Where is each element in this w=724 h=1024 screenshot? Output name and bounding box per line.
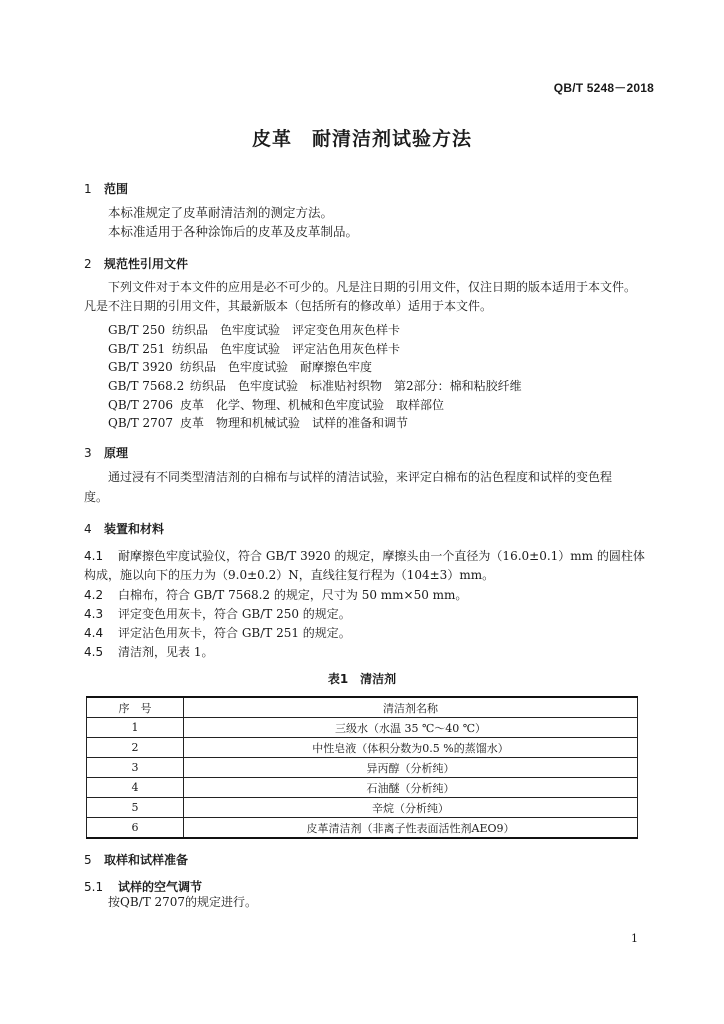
table-cell: 2	[87, 738, 184, 758]
cleaner-table	[86, 696, 638, 839]
reference-title: 皮革 物理和机械试验 试样的准备和调节	[180, 416, 409, 430]
clause-text: 白棉布，符合 GB/T 7568.2 的规定，尺寸为 50 mm×50 mm。	[118, 588, 468, 602]
reference-code: QB/T 2707	[108, 416, 174, 430]
table-row	[87, 758, 638, 778]
table-cell: 石油醚（分析纯）	[184, 778, 638, 798]
table-caption: 表1 清洁剂	[327, 672, 397, 686]
clause-item	[84, 643, 213, 660]
clause-number: 4.2	[84, 588, 104, 602]
clause-text: 评定沾色用灰卡，符合 GB/T 251 的规定。	[118, 626, 351, 640]
table-row	[87, 798, 638, 818]
table-cell: 皮革清洁剂（非离子性表面活性剂AEO9）	[184, 818, 638, 839]
table-row	[87, 818, 638, 839]
clause-item	[84, 547, 645, 564]
table-row	[87, 718, 638, 738]
table-cell: 中性皂液（体积分数为0.5 %的蒸馏水）	[184, 738, 638, 758]
section-title: 规范性引用文件	[104, 257, 189, 271]
table-cell: 辛烷（分析纯）	[184, 798, 638, 818]
clause-text: 耐摩擦色牢度试验仪，符合 GB/T 3920 的规定，摩擦头由一个直径为（16.0±0.1）mm 的圆柱体	[118, 549, 645, 563]
reference-item	[108, 340, 400, 357]
section-5-heading	[84, 851, 188, 868]
table-row	[87, 778, 638, 798]
reference-title: 皮革 化学、物理、机械和色牢度试验 取样部位	[180, 398, 445, 412]
table-cell: 1	[87, 718, 184, 738]
reference-item	[108, 358, 372, 375]
table-row	[87, 738, 638, 758]
table-header-cell: 序 号	[87, 697, 184, 718]
reference-item	[108, 321, 400, 338]
clause-number: 4.5	[84, 645, 104, 659]
paragraph: 下列文件对于本文件的应用是必不可少的。凡是注日期的引用文件，仅注日期的版本适用于本文件。	[108, 280, 637, 294]
clause-number: 4.1	[84, 549, 104, 563]
reference-title: 纺织品 色牢度试验 耐摩擦色牢度	[180, 360, 373, 374]
reference-code: GB/T 3920	[108, 360, 173, 374]
reference-code: GB/T 251	[108, 342, 166, 356]
reference-item	[108, 414, 408, 431]
reference-title: 纺织品 色牢度试验 评定变色用灰色样卡	[172, 323, 401, 337]
section-number: 3	[84, 446, 92, 460]
clause-continuation: 构成，施以向下的压力为（9.0±0.2）N，直线往复行程为（104±3）mm。	[84, 568, 495, 582]
reference-title: 纺织品 色牢度试验 标准贴衬织物 第2部分：棉和粘胶纤维	[190, 379, 522, 393]
subsection-title: 试样的空气调节	[118, 880, 203, 894]
reference-title: 纺织品 色牢度试验 评定沾色用灰色样卡	[172, 342, 401, 356]
subsection-heading	[84, 878, 202, 895]
table-cell: 6	[87, 818, 184, 839]
clause-number: 4.4	[84, 626, 104, 640]
table-cell: 4	[87, 778, 184, 798]
clause-item	[84, 624, 351, 641]
paragraph: 度。	[84, 490, 109, 504]
section-number: 5	[84, 853, 92, 867]
section-title: 取样和试样准备	[104, 853, 189, 867]
table-cell: 3	[87, 758, 184, 778]
clause-item	[84, 605, 351, 622]
section-3-heading	[84, 444, 128, 461]
section-4-heading	[84, 520, 164, 537]
table-cell: 5	[87, 798, 184, 818]
table-cell: 异丙醇（分析纯）	[184, 758, 638, 778]
paragraph: 凡是不注日期的引用文件，其最新版本（包括所有的修改单）适用于本文件。	[84, 299, 493, 313]
section-number: 4	[84, 522, 92, 536]
reference-code: GB/T 7568.2	[108, 379, 185, 393]
reference-code: GB/T 250	[108, 323, 166, 337]
table-cell: 三级水（水温 35 ℃～40 ℃）	[184, 718, 638, 738]
section-number: 1	[84, 182, 92, 196]
paragraph: 按QB/T 2707的规定进行。	[108, 895, 258, 909]
clause-item	[84, 586, 467, 603]
table-header-cell: 清洁剂名称	[184, 697, 638, 718]
page-number: 1	[631, 932, 638, 945]
paragraph: 通过浸有不同类型清洁剂的白棉布与试样的清洁试验，来评定白棉布的沾色程度和试样的变色程	[108, 470, 613, 484]
clause-text: 清洁剂，见表 1。	[118, 645, 214, 659]
section-title: 装置和材料	[104, 522, 165, 536]
reference-item	[108, 377, 522, 394]
standard-code: QB/T 5248－2018	[553, 81, 654, 95]
section-title: 原理	[104, 446, 129, 460]
clause-number: 4.3	[84, 607, 104, 621]
paragraph: 本标准适用于各种涂饰后的皮革及皮革制品。	[108, 224, 359, 239]
subsection-number: 5.1	[84, 880, 104, 894]
paragraph: 本标准规定了皮革耐清洁剂的测定方法。	[108, 205, 334, 220]
section-2-heading	[84, 255, 188, 272]
section-1-heading	[84, 180, 128, 197]
reference-code: QB/T 2706	[108, 398, 174, 412]
section-title: 范围	[104, 182, 129, 196]
reference-item	[108, 396, 444, 413]
clause-text: 评定变色用灰卡，符合 GB/T 250 的规定。	[118, 607, 351, 621]
table-header-row	[87, 697, 638, 718]
section-number: 2	[84, 257, 92, 271]
document-title: 皮革 耐清洁剂试验方法	[251, 128, 472, 150]
